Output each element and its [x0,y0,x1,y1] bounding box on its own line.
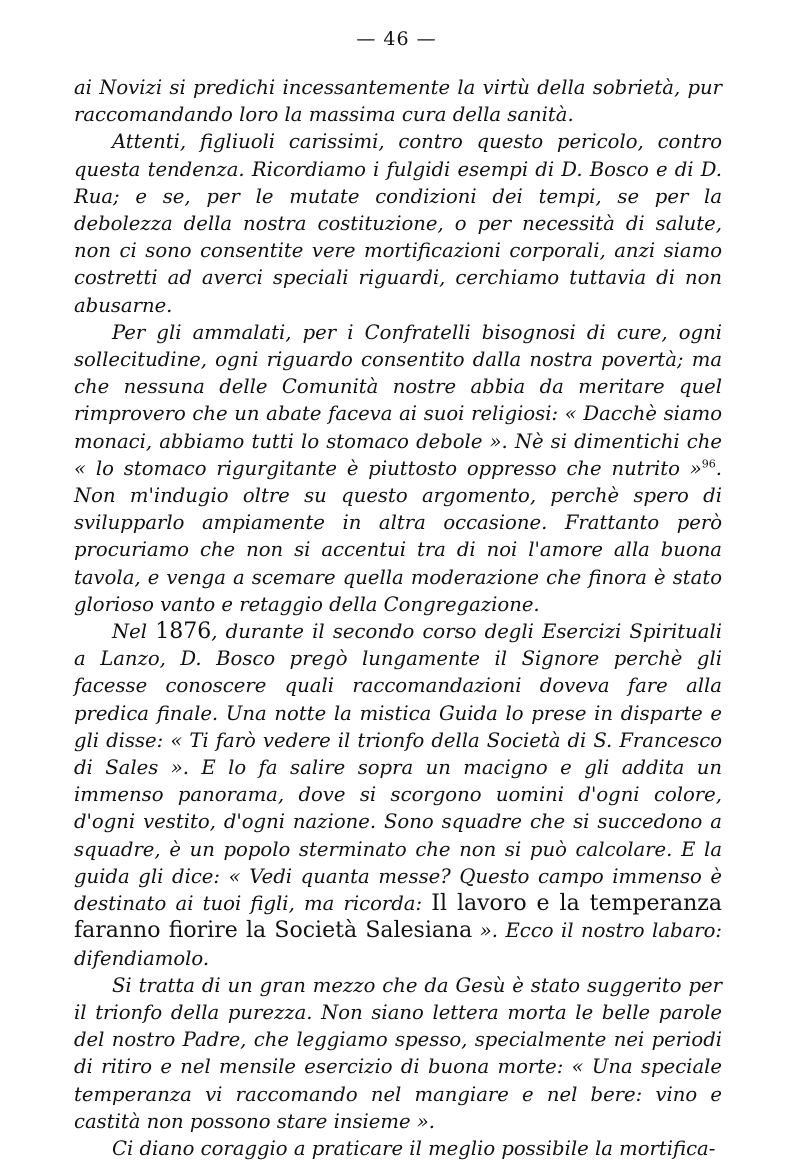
text-run: Ci diano coraggio a praticare il meglio possibile la mortifica- [112,1136,716,1160]
text-run: Si tratta di un gran mezzo che da Gesù è stato suggerito per il trionfo della purezza. Non siano lettera morta le belle parole del nostro Padre, che leggiamo spesso, specialmente nei periodi di ritiro e nel mensile esercizio di buona morte: « Una speciale temperanza vi raccomando nel mangiare e nel bere: vino e castità non possono stare insieme ». [74,973,722,1133]
text-run: , durante il secondo corso degli Esercizi Spirituali a Lanzo, D. Bosco pregò lungamente il Signore perchè gli facesse conoscere quali raccomandazioni doveva fare alla predica finale. Una notte la mistica Guida lo prese in disparte e gli disse: « Ti farò vedere il trionfo della Società di S. Francesco di Sales ». E lo fa salire sopra un macigno e gli addita un immenso panorama, dove si scorgono uomini d'ogni colore, d'ogni vestito, d'ogni nazione. Sono squadre che si succedono a squadre, è un popolo sterminato che non si può calcolare. E la guida gli dice: « Vedi quanta messe? Questo campo immenso è destinato ai tuoi figli, ma ricorda: [74,620,722,916]
body-text [74,74,722,1162]
text-run: . Non m'indugio oltre su questo argomento, perchè spero di svilupparlo ampiamente in altra occasione. Frattanto però procuriamo che non si accentui tra di noi l'amore alla buona tavola, e venga a scemare quella moderazione che finora è stato glorioso vanto e retaggio della Congregazione. [74,456,722,616]
paragraph [74,972,722,1135]
paragraph [74,618,722,972]
page-number: — 46 — [356,28,437,50]
upright-text: Il lavoro e la temperanza faranno fiorire la Società Salesiana [74,891,722,944]
text-run: ai Novizi si predichi incessantemente la virtù della sobrietà, pur raccomandando loro la massima cura della sanità. [74,76,722,127]
paragraph [74,128,722,318]
upright-text: 1876 [155,619,212,645]
paragraph [74,319,722,618]
text-run: Attenti, figliuoli carissimi, contro questo pericolo, contro questa tendenza. Ricordiamo i fulgidi esempi di D. Bosco e di D. Rua; e se, per le mutate condizioni dei tempi, se per la debolezza della nostra costituzione, o per necessità di salute, non ci sono consentite vere mortificazioni corporali, anzi siamo costretti ad averci speciali riguardi, cerchiamo tuttavia di non abusarne. [74,130,722,317]
text-run: Nel [112,620,156,644]
text-run: ». Ecco il nostro labaro: difendiamolo. [74,919,722,970]
text-run: Per gli ammalati, per i Confratelli bisognosi di cure, ogni sollecitudine, ogni riguardo consentito dalla nostra povertà; ma che nessuna delle Comunità nostre abbia da meritare quel rimprovero che un abate faceva ai suoi religiosi: « Dacchè siamo monaci, abbiamo tutti lo stomaco debole ». Nè si dimentichi che « lo stomaco rigurgitante è piuttosto oppresso che nutrito » [74,320,722,480]
paragraph [74,1135,722,1162]
paragraph [74,74,722,128]
footnote-ref: 96 [701,457,716,471]
